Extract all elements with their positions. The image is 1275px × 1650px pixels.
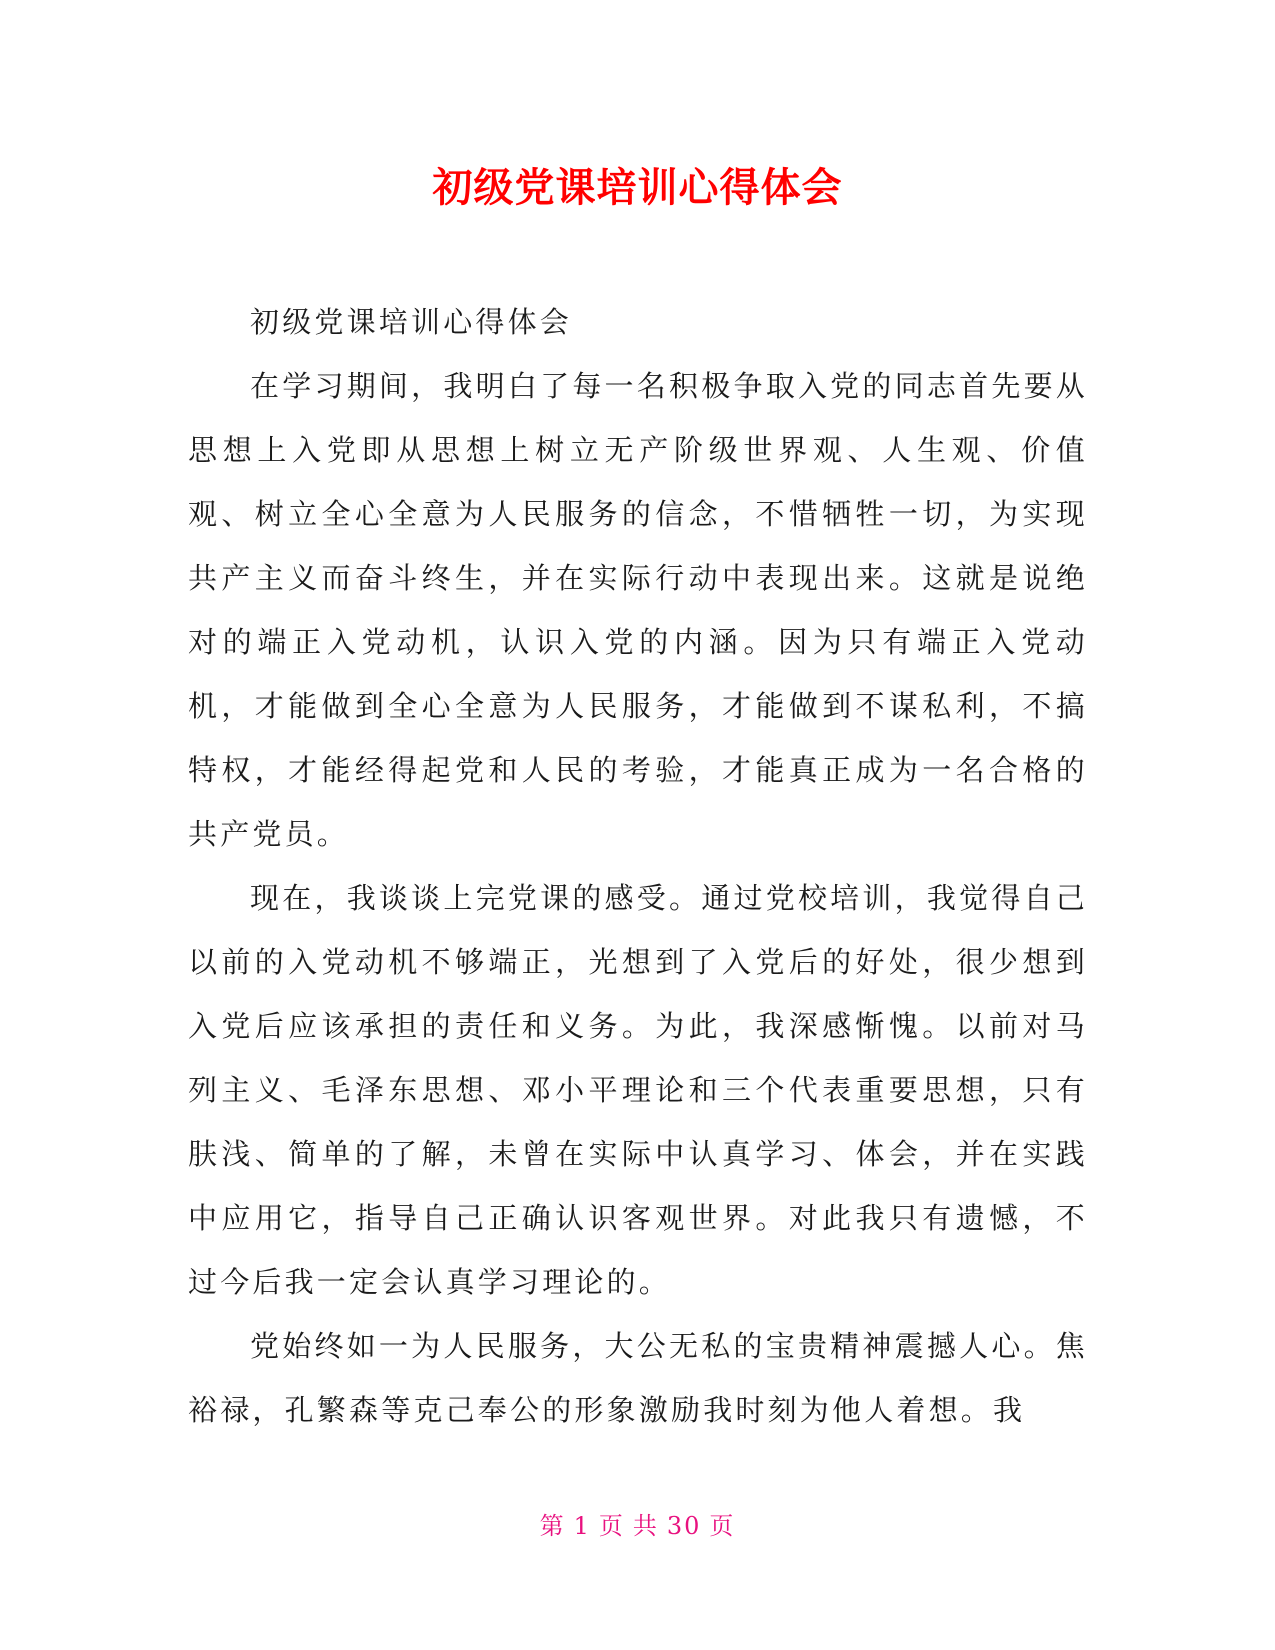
- document-title: 初级党课培训心得体会: [432, 165, 843, 211]
- footer-page-word: 页: [598, 1512, 625, 1540]
- footer-suffix: 页: [709, 1512, 736, 1540]
- footer-current-page: 1: [573, 1512, 591, 1540]
- paragraph: 现在，我谈谈上完党课的感受。通过党校培训，我觉得自己以前的入党动机不够端正，光想到了入党后的好处，很少想到入党后应该承担的责任和义务。为此，我深感惭愧。以前对马列主义、毛泽东思想、邓小平理论和三个代表重要思想，只有肤浅、简单的了解，未曾在实际中认真学习、体会，并在实践中应用它，指导自己正确认识客观世界。对此我只有遗憾，不过今后我一定会认真学习理论的。: [188, 881, 1088, 1299]
- paragraph-heading: 初级党课培训心得体会: [250, 305, 573, 339]
- footer-total-pages: 30: [666, 1512, 702, 1540]
- footer-total-prefix: 共: [632, 1512, 659, 1540]
- paragraph: 在学习期间，我明白了每一名积极争取入党的同志首先要从思想上入党即从思想上树立无产阶级世界观、人生观、价值观、树立全心全意为人民服务的信念，不惜牺牲一切，为实现共产主义而奋斗终生，并在实际行动中表现出来。这就是说绝对的端正入党动机，认识入党的内涵。因为只有端正入党动机，才能做到全心全意为人民服务，才能做到不谋私利，不搞特权，才能经得起党和人民的考验，才能真正成为一名合格的共产党员。: [188, 369, 1088, 851]
- page-footer: [0, 1510, 1275, 1542]
- footer-prefix: 第: [539, 1512, 566, 1540]
- document-body: [188, 290, 1088, 1442]
- paragraph: 党始终如一为人民服务，大公无私的宝贵精神震撼人心。焦裕禄，孔繁森等克己奉公的形象激励我时刻为他人着想。我: [188, 1329, 1088, 1427]
